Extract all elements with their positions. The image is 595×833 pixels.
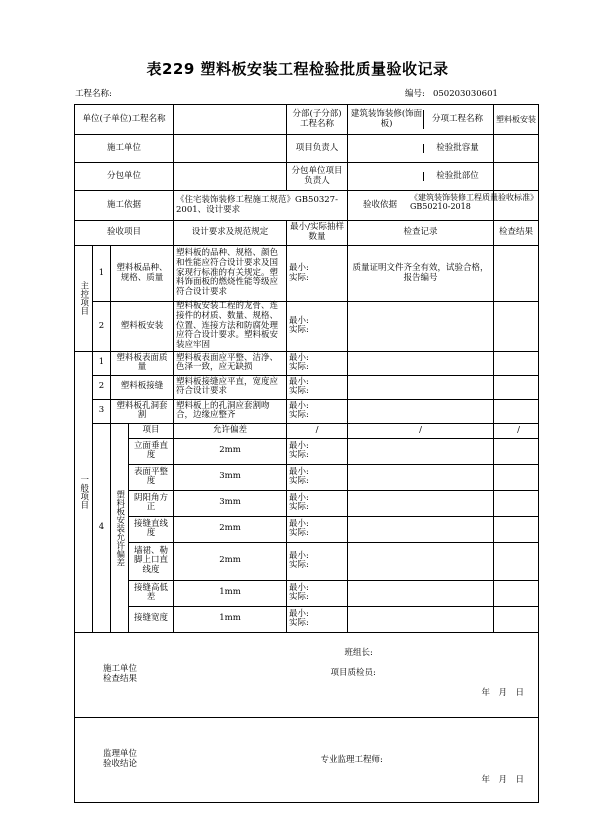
min-label: 最小:	[289, 376, 309, 387]
subcontractor-label: 分包单位	[75, 163, 174, 191]
actual-label: 实际:	[289, 592, 309, 603]
sub-part-cell	[348, 105, 494, 135]
actual-label: 实际:	[289, 362, 309, 373]
basis-label: 施工依据	[75, 191, 174, 221]
actual-label: 实际:	[289, 502, 309, 513]
mc-record-2[interactable]	[348, 302, 494, 352]
gen-name-1: 塑料板表面质量	[111, 351, 174, 375]
min-label: 最小:	[289, 262, 309, 273]
gen-spec-1: 塑料板表面应平整、洁净、色泽一致，应无缺损	[174, 351, 287, 375]
pm-cell	[348, 135, 494, 163]
dev-sample-1[interactable]	[287, 438, 348, 464]
supervisor-conclusion-cell	[75, 717, 287, 802]
constructor-check-label: 施工单位检查结果	[102, 664, 137, 684]
dev-result-6[interactable]	[494, 580, 539, 606]
gen-name-2: 塑料板接缝	[111, 375, 174, 399]
constructor-date: 年 月 日	[481, 687, 525, 698]
location-label: 检验批部位	[436, 170, 479, 181]
gen-sample-2[interactable]	[287, 375, 348, 399]
mc-spec-1: 塑料板的品种、规格、颜色和性能应符合设计要求及国家现行标准的有关规定。塑料饰面板的燃烧性能等级应符合设计要求	[174, 246, 287, 302]
min-label: 最小:	[289, 400, 309, 411]
dev-tol-2: 3mm	[174, 464, 287, 490]
gen-no-3: 3	[93, 399, 111, 423]
unit-label-cell	[75, 105, 174, 135]
col-item: 验收项目	[75, 221, 174, 246]
sub-part-value: 建筑装饰装修(饰面板)	[350, 108, 423, 129]
general-label: 一般项目	[75, 351, 93, 632]
dev-header-slash-3: /	[494, 423, 539, 438]
gen-no-1: 1	[93, 351, 111, 375]
dev-name-5: 墙裙、勒脚上口直线度	[129, 542, 174, 580]
sub-pm-cell	[348, 163, 494, 191]
pm-value[interactable]	[350, 144, 424, 154]
dev-name-7: 接缝宽度	[129, 606, 174, 632]
actual-label: 实际:	[289, 272, 309, 283]
capacity-value[interactable]	[494, 135, 539, 163]
min-label: 最小:	[289, 518, 309, 529]
col-result: 检查结果	[494, 221, 539, 246]
record-number-label: 编号:	[405, 89, 425, 99]
subcontractor-value[interactable]	[174, 163, 287, 191]
sub-part-label: 分部(子分部)工程名称	[292, 108, 342, 129]
item-label: 分项工程名称	[432, 113, 484, 124]
dev-record-1[interactable]	[348, 438, 494, 464]
dev-header-tolerance: 允许偏差	[174, 423, 287, 438]
gen-sample-1[interactable]	[287, 351, 348, 375]
dev-header-slash-1: /	[287, 423, 348, 438]
gen-result-3[interactable]	[494, 399, 539, 423]
dev-header-item: 项目	[129, 423, 174, 438]
min-label: 最小:	[289, 466, 309, 477]
gen-result-2[interactable]	[494, 375, 539, 399]
actual-label: 实际:	[289, 386, 309, 397]
main-control-label: 主控项目	[75, 246, 93, 352]
item-value: 塑料板安装	[494, 105, 539, 135]
constructor-value[interactable]	[174, 135, 287, 163]
supervisor-date: 年 月 日	[481, 774, 525, 785]
col-record: 检查记录	[348, 221, 494, 246]
dev-tol-5: 2mm	[174, 542, 287, 580]
gen-record-1[interactable]	[348, 351, 494, 375]
team-leader-label: 班组长:	[344, 647, 373, 658]
dev-name-1: 立面垂直度	[129, 438, 174, 464]
mc-sample-2[interactable]	[287, 302, 348, 352]
supervisor-engineer-label: 专业监理工程师:	[320, 754, 383, 765]
acceptance-record-table	[74, 104, 539, 803]
col-sample: 最小/实际抽样数量	[287, 221, 348, 246]
dev-result-7[interactable]	[494, 606, 539, 632]
unit-label: 单位(子单位)工程名称	[82, 113, 166, 124]
constructor-label: 施工单位	[75, 135, 174, 163]
dev-tol-6: 1mm	[174, 580, 287, 606]
deviation-group-label: 塑料板安装允许偏差	[111, 423, 129, 632]
dev-name-4: 接缝直线度	[129, 516, 174, 542]
dev-result-5[interactable]	[494, 542, 539, 580]
actual-label: 实际:	[289, 476, 309, 487]
sub-part-label-cell	[287, 105, 348, 135]
accept-basis-text: 《建筑装饰装修工程质量验收标准》GB50210-2018	[410, 193, 539, 212]
constructor-sign-cell[interactable]	[287, 632, 539, 717]
dev-sample-4[interactable]	[287, 516, 348, 542]
record-number	[405, 87, 498, 99]
location-value[interactable]	[494, 163, 539, 191]
min-label: 最小:	[289, 315, 309, 326]
actual-label: 实际:	[289, 450, 309, 461]
actual-label: 实际:	[289, 410, 309, 421]
dev-sample-5[interactable]	[287, 542, 348, 580]
basis-value: 《住宅装饰装修工程施工规范》GB50327-2001、设计要求	[174, 191, 348, 221]
dev-record-2[interactable]	[348, 464, 494, 490]
gen-record-2[interactable]	[348, 375, 494, 399]
dev-sample-3[interactable]	[287, 490, 348, 516]
mc-record-1[interactable]: 质量证明文件齐全有效，试验合格，报告编号	[348, 246, 494, 302]
mc-sample-1[interactable]	[287, 246, 348, 302]
dev-header-slash-2: /	[348, 423, 494, 438]
sub-pm-label: 分包单位项目负责人	[287, 163, 348, 191]
dev-result-4[interactable]	[494, 516, 539, 542]
accept-basis-label: 验收依据	[363, 199, 398, 210]
gen-record-3[interactable]	[348, 399, 494, 423]
dev-result-3[interactable]	[494, 490, 539, 516]
quality-inspector-label: 项目质检员:	[330, 667, 376, 678]
page-title: 表229 塑料板安装工程检验批质量验收记录	[146, 60, 449, 78]
min-label: 最小:	[289, 608, 309, 619]
supervisor-conclusion-label: 监理单位验收结论	[102, 749, 137, 769]
min-label: 最小:	[289, 492, 309, 503]
dev-record-3[interactable]	[348, 490, 494, 516]
dev-sample-2[interactable]	[287, 464, 348, 490]
actual-label: 实际:	[289, 528, 309, 539]
gen-no-2: 2	[93, 375, 111, 399]
project-name-label: 工程名称:	[75, 89, 112, 99]
record-number-value: 050203030601	[432, 89, 498, 99]
actual-label: 实际:	[289, 618, 309, 629]
capacity-label: 检验批容量	[436, 142, 479, 153]
dev-record-6[interactable]	[348, 580, 494, 606]
dev-record-5[interactable]	[348, 542, 494, 580]
min-label: 最小:	[289, 352, 309, 363]
gen-name-3: 塑料板孔洞套割	[111, 399, 174, 423]
gen-spec-3: 塑料板上的孔洞应套割吻合，边缘应整齐	[174, 399, 287, 423]
min-label: 最小:	[289, 550, 309, 561]
mc-spec-2: 塑料板安装工程的龙骨、连接件的材质、数量、规格、位置、连接方法和防腐处理应符合设计要求。塑料板安装应牢固	[174, 302, 287, 352]
gen-sample-3[interactable]	[287, 399, 348, 423]
mc-name-1: 塑料板品种、规格、质量	[111, 246, 174, 302]
accept-basis-cell	[348, 191, 539, 221]
mc-name-2: 塑料板安装	[111, 302, 174, 352]
dev-sample-6[interactable]	[287, 580, 348, 606]
mc-no-2: 2	[93, 302, 111, 352]
dev-tol-3: 3mm	[174, 490, 287, 516]
mc-result-1[interactable]	[494, 246, 539, 302]
unit-value-cell[interactable]	[174, 105, 287, 135]
dev-sample-7[interactable]	[287, 606, 348, 632]
dev-result-2[interactable]	[494, 464, 539, 490]
gen-result-1[interactable]	[494, 351, 539, 375]
dev-tol-7: 1mm	[174, 606, 287, 632]
col-spec: 设计要求及规范规定	[174, 221, 287, 246]
dev-name-2: 表面平整度	[129, 464, 174, 490]
dev-record-7[interactable]	[348, 606, 494, 632]
gen-spec-2: 塑料板接缝应平直，宽度应符合设计要求	[174, 375, 287, 399]
dev-tol-1: 2mm	[174, 438, 287, 464]
actual-label: 实际:	[289, 325, 309, 336]
mc-result-2[interactable]	[494, 302, 539, 352]
dev-result-1[interactable]	[494, 438, 539, 464]
dev-record-4[interactable]	[348, 516, 494, 542]
actual-label: 实际:	[289, 560, 309, 571]
supervisor-sign-cell[interactable]	[287, 717, 539, 802]
sub-pm-value[interactable]	[350, 172, 424, 182]
dev-no: 4	[93, 423, 111, 632]
dev-name-6: 接缝高低差	[129, 580, 174, 606]
dev-name-3: 阴阳角方正	[129, 490, 174, 516]
constructor-check-cell	[75, 632, 287, 717]
dev-tol-4: 2mm	[174, 516, 287, 542]
pm-label: 项目负责人	[287, 135, 348, 163]
min-label: 最小:	[289, 440, 309, 451]
mc-no-1: 1	[93, 246, 111, 302]
min-label: 最小:	[289, 582, 309, 593]
